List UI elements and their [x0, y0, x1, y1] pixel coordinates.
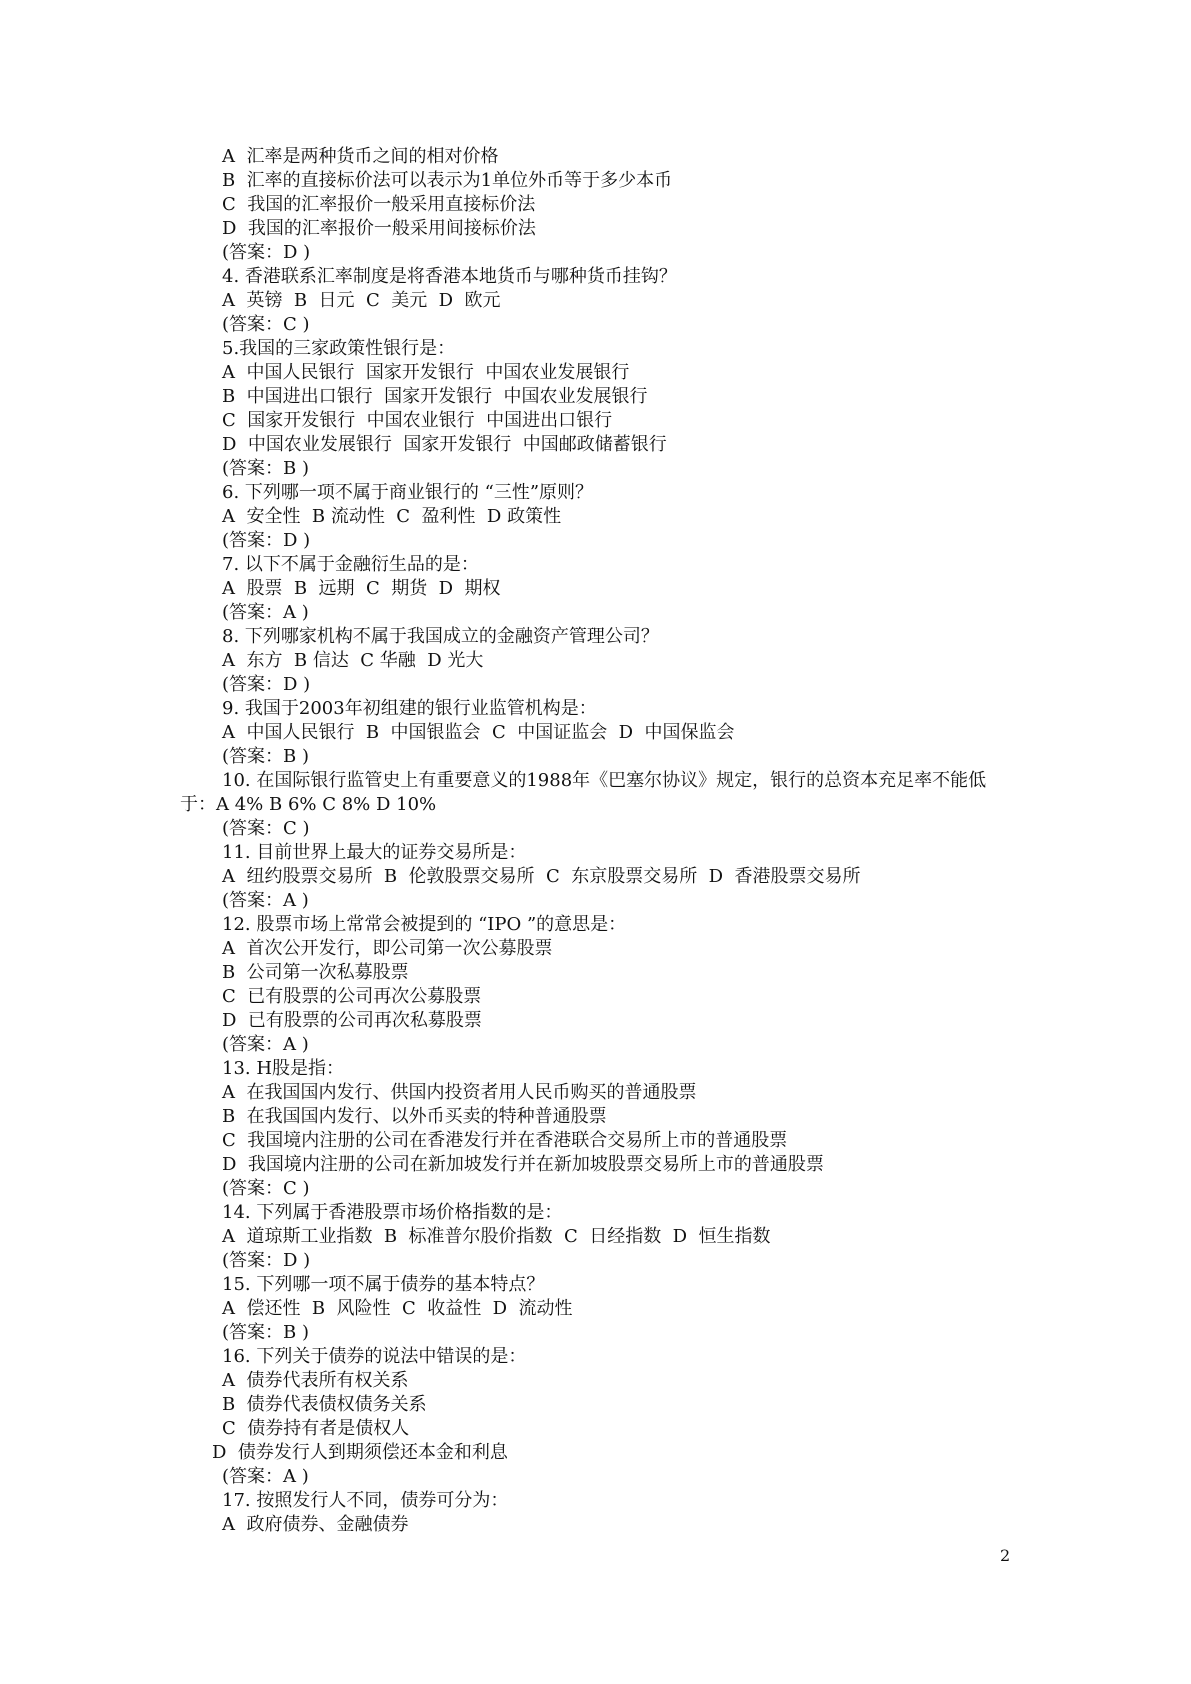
option-line: B 在我国国内发行、以外币买卖的特种普通股票 [222, 1106, 607, 1127]
question-line: 8. 下列哪家机构不属于我国成立的金融资产管理公司？ [222, 626, 659, 647]
question-line: 6. 下列哪一项不属于商业银行的 “三性”原则？ [222, 482, 594, 503]
answer-line: (答案：C ) [222, 314, 310, 335]
option-line: A 道琼斯工业指数 B 标准普尔股价指数 C 日经指数 D 恒生指数 [222, 1226, 771, 1247]
option-line: A 中国人民银行 B 中国银监会 C 中国证监会 D 中国保监会 [222, 722, 735, 743]
answer-line: (答案：A ) [222, 602, 309, 623]
option-line: A 首次公开发行，即公司第一次公募股票 [222, 938, 553, 959]
option-line: A 东方 B 信达 C 华融 D 光大 [222, 650, 484, 671]
question-line: 16. 下列关于债券的说法中错误的是： [222, 1346, 527, 1367]
question-line: 9. 我国于2003年初组建的银行业监管机构是： [222, 698, 597, 719]
question-line: 12. 股票市场上常常会被提到的 “IPO ”的意思是： [222, 914, 627, 935]
option-line: C 债券持有者是债权人 [222, 1418, 410, 1439]
option-line: C 我国境内注册的公司在香港发行并在香港联合交易所上市的普通股票 [222, 1130, 788, 1151]
option-line: B 汇率的直接标价法可以表示为1单位外币等于多少本币 [222, 170, 673, 191]
option-line: A 纽约股票交易所 B 伦敦股票交易所 C 东京股票交易所 D 香港股票交易所 [222, 866, 861, 887]
option-line: D 中国农业发展银行 国家开发银行 中国邮政储蓄银行 [222, 434, 667, 455]
answer-line: (答案：D ) [222, 530, 311, 551]
answer-line: (答案：B ) [222, 746, 309, 767]
answer-line: (答案：D ) [222, 1250, 311, 1271]
option-line: A 汇率是两种货币之间的相对价格 [222, 146, 499, 167]
option-line: D 我国境内注册的公司在新加坡发行并在新加坡股票交易所上市的普通股票 [222, 1154, 824, 1175]
question-line: 7. 以下不属于金融衍生品的是： [222, 554, 479, 575]
question-line: 5.我国的三家政策性银行是： [222, 338, 456, 359]
page-number: 2 [1000, 1546, 1011, 1565]
option-line: A 中国人民银行 国家开发银行 中国农业发展银行 [222, 362, 630, 383]
option-line: D 债券发行人到期须偿还本金和利息 [212, 1442, 508, 1463]
question-line: 14. 下列属于香港股票市场价格指数的是： [222, 1202, 563, 1223]
option-line: C 我国的汇率报价一般采用直接标价法 [222, 194, 536, 215]
document-body [180, 145, 1022, 1537]
question-line-wrapped: 10. 在国际银行监管史上有重要意义的1988年《巴塞尔协议》规定，银行的总资本充足率不能低于：A 4% B 6% C 8% D 10% [180, 770, 987, 815]
option-line: A 股票 B 远期 C 期货 D 期权 [222, 578, 501, 599]
answer-line: (答案：C ) [222, 818, 310, 839]
option-line: B 中国进出口银行 国家开发银行 中国农业发展银行 [222, 386, 648, 407]
option-line: A 在我国国内发行、供国内投资者用人民币购买的普通股票 [222, 1082, 697, 1103]
answer-line: (答案：D ) [222, 674, 311, 695]
answer-line: (答案：C ) [222, 1178, 310, 1199]
option-line: C 已有股票的公司再次公募股票 [222, 986, 482, 1007]
question-line: 17. 按照发行人不同，债券可分为： [222, 1490, 509, 1511]
answer-line: (答案：A ) [222, 1466, 309, 1487]
option-line: A 债券代表所有权关系 [222, 1370, 409, 1391]
option-line: A 英镑 B 日元 C 美元 D 欧元 [222, 290, 501, 311]
answer-line: (答案：B ) [222, 458, 309, 479]
question-line: 11. 目前世界上最大的证券交易所是： [222, 842, 527, 863]
option-line: B 公司第一次私募股票 [222, 962, 409, 983]
option-line: A 政府债券、金融债券 [222, 1514, 409, 1535]
option-line: D 已有股票的公司再次私募股票 [222, 1010, 482, 1031]
question-line: 4. 香港联系汇率制度是将香港本地货币与哪种货币挂钩？ [222, 266, 677, 287]
option-line: B 债券代表债权债务关系 [222, 1394, 427, 1415]
answer-line: (答案：A ) [222, 890, 309, 911]
answer-line: (答案：D ) [222, 242, 311, 263]
answer-line: (答案：B ) [222, 1322, 309, 1343]
question-line: 13. H股是指： [222, 1058, 345, 1079]
answer-line: (答案：A ) [222, 1034, 309, 1055]
option-line: C 国家开发银行 中国农业银行 中国进出口银行 [222, 410, 613, 431]
option-line: A 偿还性 B 风险性 C 收益性 D 流动性 [222, 1298, 573, 1319]
option-line: A 安全性 B 流动性 C 盈利性 D 政策性 [222, 506, 562, 527]
option-line: D 我国的汇率报价一般采用间接标价法 [222, 218, 536, 239]
question-line: 15. 下列哪一项不属于债券的基本特点？ [222, 1274, 545, 1295]
